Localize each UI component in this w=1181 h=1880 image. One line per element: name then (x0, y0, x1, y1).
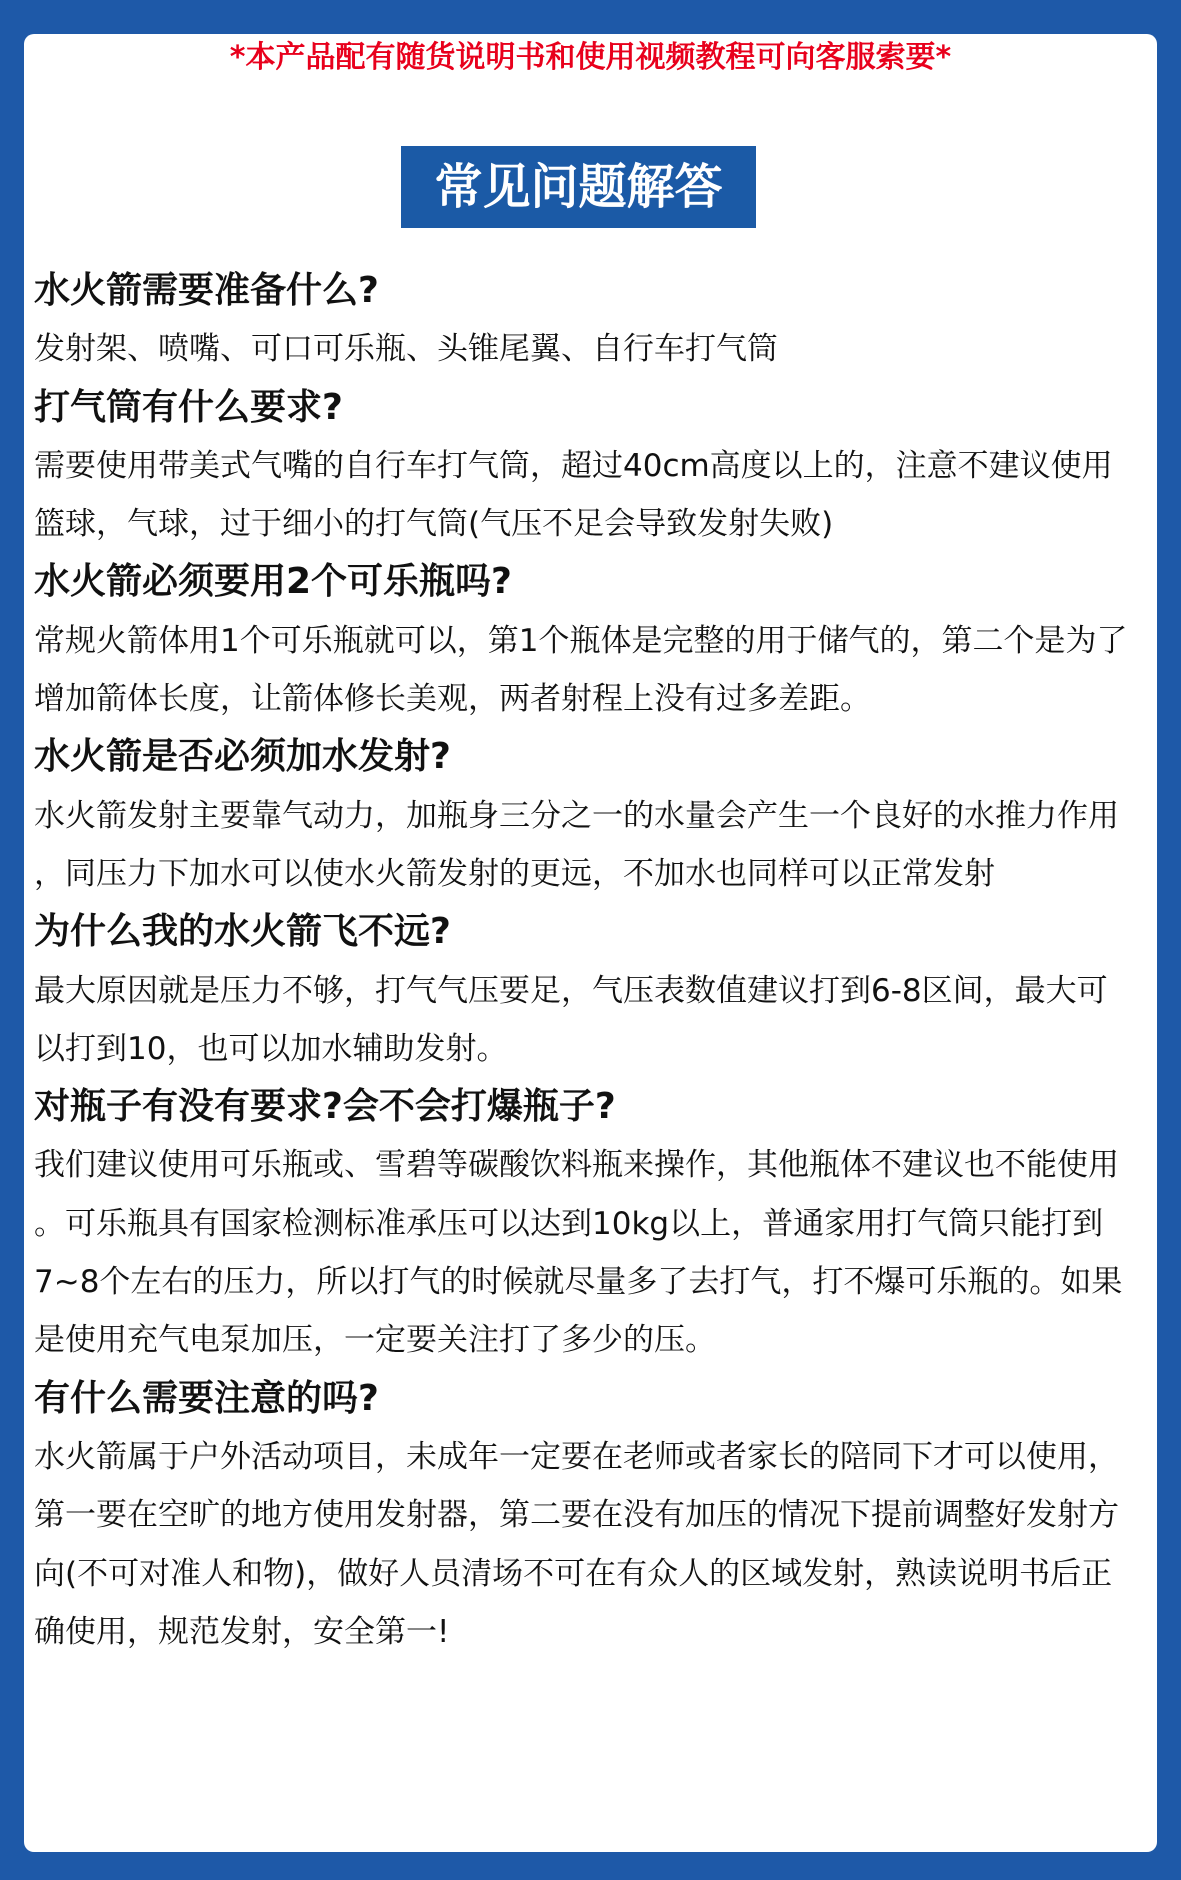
faq-item (34, 903, 1148, 1078)
faq-answer-line: 我们建议使用可乐瓶或、雪碧等碳酸饮料瓶来操作，其他瓶体不建议也不能使用 (34, 1147, 1119, 1184)
faq-question: 水火箭是否必须加水发射? (34, 736, 451, 778)
faq-answer-line: ，同压力下加水可以使水火箭发射的更远，不加水也同样可以正常发射 (34, 855, 995, 892)
manual-notice: *本产品配有随货说明书和使用视频教程可向客服索要* (229, 40, 952, 75)
faq-question: 水火箭必须要用2个可乐瓶吗? (34, 561, 512, 603)
faq-question: 对瓶子有没有要求?会不会打爆瓶子? (34, 1086, 616, 1128)
faq-answer-line: 增加箭体长度，让箭体修长美观，两者射程上没有过多差距。 (34, 681, 871, 718)
faq-question: 为什么我的水火箭飞不远? (34, 911, 451, 953)
faq-answer-line: 发射架、喷嘴、可口可乐瓶、头锥尾翼、自行车打气筒 (34, 331, 778, 368)
faq-answer-line: 第一要在空旷的地方使用发射器，第二要在没有加压的情况下提前调整好发射方 (34, 1497, 1119, 1534)
faq-item (34, 1078, 1148, 1369)
faq-answer-line: 最大原因就是压力不够，打气气压要足，气压表数值建议打到6-8区间，最大可 (34, 972, 1108, 1009)
page-title: 常见问题解答 (434, 159, 723, 215)
faq-answer-line: 需要使用带美式气嘴的自行车打气筒，超过40cm高度以上的，注意不建议使用 (34, 447, 1113, 484)
faq-item (34, 553, 1148, 728)
faq-answer-line: 是使用充气电泵加压，一定要关注打了多少的压。 (34, 1322, 716, 1359)
faq-question: 水火箭需要准备什么? (34, 270, 379, 311)
faq-answer-line: 向(不可对准人和物)，做好人员清场不可在有众人的区域发射，熟读说明书后正 (34, 1555, 1113, 1592)
faq-answer-line: 7~8个左右的压力，所以打气的时候就尽量多了去打气，打不爆可乐瓶的。如果 (34, 1264, 1123, 1301)
faq-list (34, 262, 1148, 1661)
title-banner (401, 146, 756, 228)
faq-answer-line: 确使用，规范发射，安全第一! (34, 1613, 450, 1650)
faq-answer-line: 篮球，气球，过于细小的打气筒(气压不足会导致发射失败) (34, 506, 834, 543)
faq-question: 打气筒有什么要求? (34, 386, 343, 428)
faq-answer-line: 。可乐瓶具有国家检测标准承压可以达到10kg以上，普通家用打气筒只能打到 (34, 1205, 1104, 1242)
faq-answer-line: 常规火箭体用1个可乐瓶就可以，第1个瓶体是完整的用于储气的，第二个是为了 (34, 622, 1128, 659)
faq-question: 有什么需要注意的吗? (34, 1377, 379, 1419)
faq-answer-line: 水火箭发射主要靠气动力，加瓶身三分之一的水量会产生一个良好的水推力作用 (34, 797, 1119, 834)
faq-item (34, 1370, 1148, 1661)
faq-answer-line: 水火箭属于户外活动项目，未成年一定要在老师或者家长的陪同下才可以使用， (34, 1438, 1119, 1475)
faq-item (34, 379, 1148, 554)
faq-card (24, 34, 1157, 1852)
faq-answer-line: 以打到10，也可以加水辅助发射。 (34, 1030, 508, 1067)
faq-item (34, 728, 1148, 903)
faq-item (34, 262, 1148, 379)
